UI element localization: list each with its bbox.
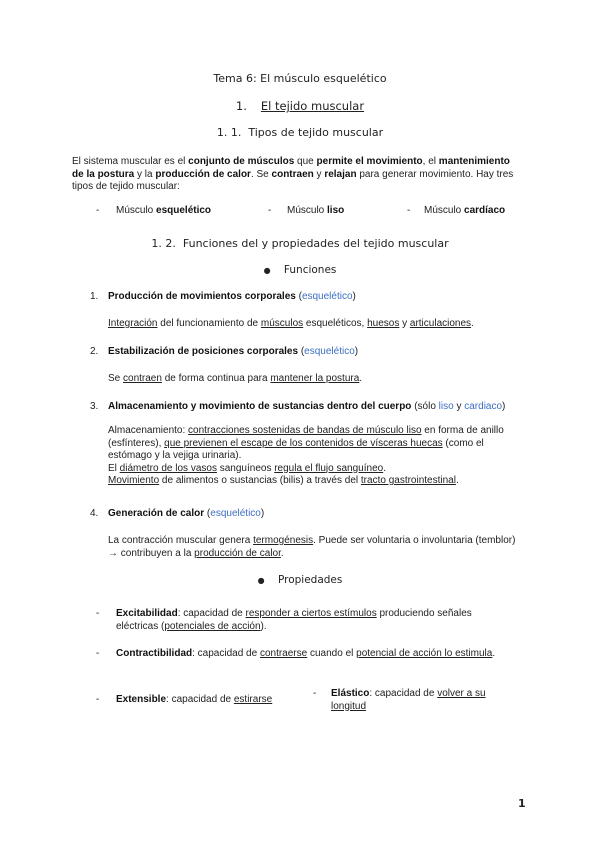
list-dash: - xyxy=(407,205,411,216)
section-heading xyxy=(0,99,600,113)
list-dash: - xyxy=(268,205,272,216)
bullet-icon: ● xyxy=(257,576,265,585)
type-item: Músculo cardíaco xyxy=(424,205,506,216)
type-item: Músculo esquelético xyxy=(116,205,212,216)
subsection-heading: 1. 2. Funciones del y propiedades del tejido muscular xyxy=(151,237,449,250)
list-dash: - xyxy=(96,205,100,216)
section-title: El tejido muscular xyxy=(260,99,365,113)
section-number: 1. xyxy=(235,99,247,113)
function-description: Integración del funcionamiento de músculos esqueléticos, huesos y articulaciones. xyxy=(108,318,474,329)
bullet-icon: ● xyxy=(263,266,271,275)
function-description: La contracción muscular genera termogénesis. Puede ser voluntaria o involuntaria (temblor) → contribuyen a la producción de calor. xyxy=(108,535,516,559)
propiedades-heading: ● Propiedades xyxy=(257,574,343,586)
subsection-heading xyxy=(0,126,600,140)
intro-paragraph: El sistema muscular es el conjunto de músculos que permite el movimiento, el mantenimiento de la postura y la producción de calor. Se contraen y relajan para generar movimiento. Hay tres tipos de tejido muscular: xyxy=(72,156,514,192)
function-description: Se contraen de forma continua para mantener la postura. xyxy=(108,373,363,384)
type-item: Músculo liso xyxy=(287,205,345,216)
page-number: 1 xyxy=(518,797,526,810)
subsection-number: 1. 1. xyxy=(216,126,242,139)
funciones-heading: ● Funciones xyxy=(263,264,337,276)
page-title: Tema 6: El músculo esquelético xyxy=(213,72,387,85)
muscle-types-list xyxy=(96,205,536,219)
subsection-title: Tipos de tejido muscular xyxy=(248,126,384,139)
function-description: Almacenamiento: contracciones sostenidas de bandas de músculo liso en forma de anillo (esfínteres), que previenen el escape de los contenidos de vísceras huecas (como el estómago y la vejiga urinaria). El diámetro de los vasos sanguíneos regula el flujo sanguíneo. Movimiento de alimentos o sustancias (bilis) a través del tracto gastrointestinal. xyxy=(108,425,504,486)
